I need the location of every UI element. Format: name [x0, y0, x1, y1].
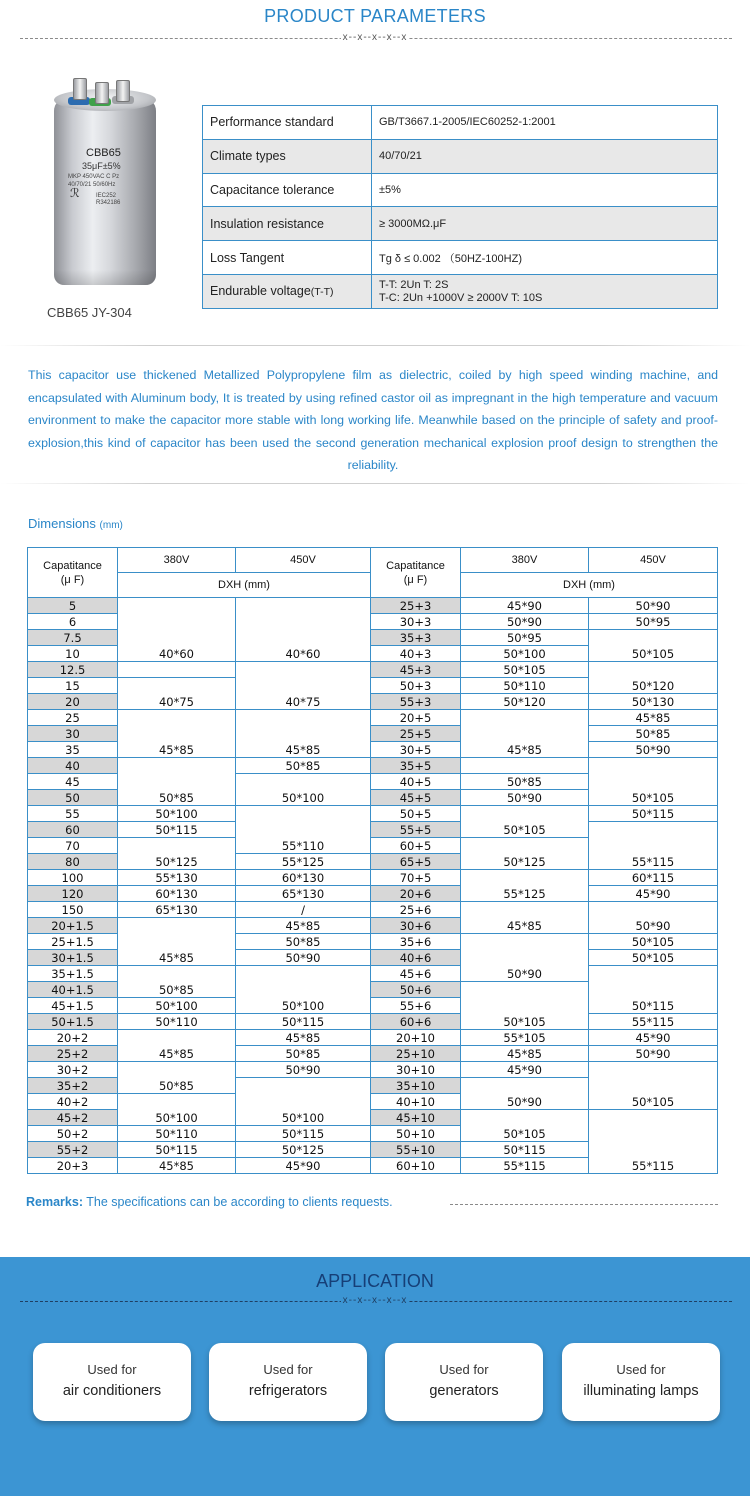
capacitance-cell: 50+1.5 — [28, 1014, 118, 1030]
remarks-label: Remarks: — [26, 1195, 83, 1209]
capacitance-cell: 80 — [28, 854, 118, 870]
dimension-cell: 60*130 — [236, 870, 371, 886]
capacitance-cell: 20+2 — [28, 1030, 118, 1046]
param-row — [203, 106, 718, 140]
capacitance-cell: 45+1.5 — [28, 998, 118, 1014]
param-key-text: Endurable voltage — [210, 284, 311, 299]
voltage-380-header: 380V — [118, 548, 236, 573]
capacitance-cell: 30+5 — [371, 742, 461, 758]
dims-row — [28, 966, 718, 982]
dims-row — [28, 662, 718, 678]
dimension-cell: 45*85 — [118, 1030, 236, 1062]
remarks-divider — [450, 1204, 718, 1205]
application-card-refrigerators — [209, 1343, 367, 1421]
capacitance-cell: 40+2 — [28, 1094, 118, 1110]
dimension-cell: 55*115 — [589, 822, 718, 870]
capacitance-cell: 55+5 — [371, 822, 461, 838]
capacitance-cell: 15 — [28, 678, 118, 694]
dims-header-row — [28, 548, 718, 573]
dimension-cell — [461, 758, 589, 774]
dimension-cell: 55*130 — [118, 870, 236, 886]
terminal-1 — [73, 78, 87, 100]
dims-row — [28, 886, 718, 902]
dimension-cell: 45*85 — [236, 710, 371, 758]
header-text: (μ F) — [60, 573, 85, 586]
capacitance-cell: 40+5 — [371, 774, 461, 790]
dimension-cell: 50*125 — [461, 838, 589, 870]
dimension-cell: 55*105 — [461, 1030, 589, 1046]
capacitance-cell: 50+10 — [371, 1126, 461, 1142]
capacitor-shade — [54, 270, 156, 285]
param-row — [203, 173, 718, 207]
application-card-generators — [385, 1343, 543, 1421]
dimension-cell: 50*110 — [118, 1014, 236, 1030]
card-line2: refrigerators — [248, 1383, 328, 1399]
capacitance-cell: 25+6 — [371, 902, 461, 918]
capacitance-cell: 30+6 — [371, 918, 461, 934]
param-row — [203, 139, 718, 173]
dimension-cell: 45*85 — [236, 918, 371, 934]
dimension-cell: / — [236, 902, 371, 918]
dimension-cell: 50*105 — [461, 1110, 589, 1142]
dimension-cell: 50*85 — [236, 758, 371, 774]
dimension-cell: 45*85 — [461, 710, 589, 758]
capacitor-capacity-label: 35μF±5% — [82, 161, 121, 171]
capacitance-cell: 20 — [28, 694, 118, 710]
capacitance-cell: 55+6 — [371, 998, 461, 1014]
dimension-cell: 55*115 — [589, 1014, 718, 1030]
capacitance-cell: 20+3 — [28, 1158, 118, 1174]
capacitance-cell: 35+10 — [371, 1078, 461, 1094]
voltage-380-header: 380V — [461, 548, 589, 573]
dimension-cell: 50*85 — [118, 966, 236, 998]
dimension-cell: 45*85 — [461, 902, 589, 934]
voltage-450-header: 450V — [589, 548, 718, 573]
dims-row — [28, 1062, 718, 1078]
capacitance-cell: 120 — [28, 886, 118, 902]
param-key — [203, 274, 372, 308]
param-key: Performance standard — [203, 106, 372, 140]
capacitance-cell: 50 — [28, 790, 118, 806]
dimension-cell: 50*115 — [118, 822, 236, 838]
dims-row — [28, 902, 718, 918]
param-value: ≥ 3000MΩ.μF — [372, 207, 718, 241]
terminal-3 — [116, 80, 130, 102]
dimension-cell — [118, 662, 236, 678]
dimension-cell: 50*105 — [589, 934, 718, 950]
capacitance-cell: 40 — [28, 758, 118, 774]
card-line1: Used for — [439, 1362, 489, 1377]
dimension-cell: 50*90 — [461, 1078, 589, 1110]
header-text: (μ F) — [403, 573, 428, 586]
capacitance-cell: 30+1.5 — [28, 950, 118, 966]
dimension-cell: 50*85 — [118, 758, 236, 806]
header-divider-marks: x--x--x--x--x — [342, 32, 408, 43]
capacitance-header — [28, 548, 118, 598]
dimension-cell: 50*120 — [461, 694, 589, 710]
remarks-text: The specifications can be according to clients requests. — [86, 1195, 393, 1209]
param-value-line: T-T: 2Un T: 2S — [379, 278, 449, 291]
capacitance-cell: 6 — [28, 614, 118, 630]
dimension-cell: 50*90 — [589, 742, 718, 758]
capacitance-cell: 60+10 — [371, 1158, 461, 1174]
dimension-cell: 50*115 — [118, 1142, 236, 1158]
dimension-cell: 40*75 — [236, 662, 371, 710]
capacitance-cell: 100 — [28, 870, 118, 886]
capacitance-cell: 7.5 — [28, 630, 118, 646]
capacitance-cell: 45+3 — [371, 662, 461, 678]
section-title-application: APPLICATION — [316, 1271, 434, 1291]
capacitance-cell: 25+1.5 — [28, 934, 118, 950]
capacitance-cell: 35+1.5 — [28, 966, 118, 982]
dimension-cell: 50*100 — [236, 1078, 371, 1126]
dimension-cell: 50*85 — [236, 1046, 371, 1062]
dimension-cell: 50*85 — [236, 934, 371, 950]
dimension-cell: 50*100 — [118, 1094, 236, 1126]
dimension-cell: 45*90 — [589, 886, 718, 902]
capacitance-cell: 60 — [28, 822, 118, 838]
dimension-cell: 50*90 — [461, 934, 589, 982]
dimension-cell: 45*85 — [118, 1158, 236, 1174]
dimension-cell: 50*95 — [461, 630, 589, 646]
dimensions-table — [27, 547, 718, 1174]
dimension-cell: 45*90 — [461, 598, 589, 614]
dimension-cell: 50*90 — [589, 902, 718, 934]
param-key: Capacitance tolerance — [203, 173, 372, 207]
dimension-cell: 40*75 — [118, 678, 236, 710]
dimension-cell: 50*105 — [461, 662, 589, 678]
param-value: 40/70/21 — [372, 139, 718, 173]
dimension-cell: 50*120 — [589, 662, 718, 694]
card-line2: illuminating lamps — [583, 1383, 699, 1399]
param-value — [372, 274, 718, 308]
dimension-cell: 50*85 — [461, 774, 589, 790]
capacitance-cell: 55+3 — [371, 694, 461, 710]
capacitance-cell: 25+3 — [371, 598, 461, 614]
capacitance-cell: 35+2 — [28, 1078, 118, 1094]
dimension-cell: 50*100 — [236, 966, 371, 1014]
section-divider — [0, 483, 750, 484]
section-title-product-parameters: PRODUCT PARAMETERS — [264, 6, 486, 26]
dimension-cell: 45*90 — [236, 1158, 371, 1174]
dxh-header: DXH (mm) — [118, 573, 371, 598]
capacitance-cell: 65+5 — [371, 854, 461, 870]
dims-row — [28, 806, 718, 822]
capacitance-cell: 50+2 — [28, 1126, 118, 1142]
capacitance-cell: 55+2 — [28, 1142, 118, 1158]
dimension-cell: 50*90 — [589, 598, 718, 614]
capacitance-cell: 25+5 — [371, 726, 461, 742]
dimension-cell: 55*115 — [461, 1158, 589, 1174]
ul-mark-icon: ℛ — [70, 186, 80, 200]
dimension-cell: 50*105 — [461, 982, 589, 1030]
application-card-air-conditioners — [33, 1343, 191, 1421]
capacitance-cell: 30+2 — [28, 1062, 118, 1078]
capacitance-header — [371, 548, 461, 598]
param-value: Tg δ ≤ 0.002 （50HZ-100HZ) — [372, 241, 718, 275]
param-key: Climate types — [203, 139, 372, 173]
dimension-cell: 50*105 — [461, 806, 589, 838]
dimension-cell: 45*90 — [589, 1030, 718, 1046]
dimension-cell: 50*90 — [236, 1062, 371, 1078]
capacitance-cell: 30+10 — [371, 1062, 461, 1078]
dimension-cell: 50*115 — [589, 806, 718, 822]
dimension-cell: 50*100 — [236, 774, 371, 806]
dims-row — [28, 758, 718, 774]
capacitance-cell: 45 — [28, 774, 118, 790]
dimension-cell: 50*115 — [236, 1014, 371, 1030]
dims-row — [28, 822, 718, 838]
dims-row — [28, 710, 718, 726]
dimension-cell: 50*130 — [589, 694, 718, 710]
capacitance-cell: 25+10 — [371, 1046, 461, 1062]
param-row — [203, 207, 718, 241]
dimension-cell: 45*90 — [461, 1062, 589, 1078]
capacitance-cell: 50+5 — [371, 806, 461, 822]
capacitance-cell: 12.5 — [28, 662, 118, 678]
card-line2: air conditioners — [62, 1383, 162, 1399]
voltage-450-header: 450V — [236, 548, 371, 573]
param-value-line: T-C: 2Un +1000V ≥ 2000V T: 10S — [379, 291, 543, 304]
card-line1: Used for — [616, 1362, 666, 1377]
dimension-cell: 50*115 — [461, 1142, 589, 1158]
capacitance-cell: 30+3 — [371, 614, 461, 630]
capacitance-cell: 150 — [28, 902, 118, 918]
capacitance-cell: 40+3 — [371, 646, 461, 662]
capacitance-cell: 20+1.5 — [28, 918, 118, 934]
capacitance-cell: 45+10 — [371, 1110, 461, 1126]
card-line1: Used for — [263, 1362, 313, 1377]
dimension-cell: 60*130 — [118, 886, 236, 902]
dimension-cell: 50*125 — [236, 1142, 371, 1158]
card-line2: generators — [429, 1383, 499, 1399]
capacitance-cell: 35 — [28, 742, 118, 758]
dims-row — [28, 1014, 718, 1030]
dimension-cell: 50*105 — [589, 758, 718, 806]
dimension-cell: 45*85 — [118, 918, 236, 966]
dimension-cell: 50*110 — [118, 1126, 236, 1142]
capacitance-cell: 5 — [28, 598, 118, 614]
capacitance-cell: 60+6 — [371, 1014, 461, 1030]
capacitance-cell: 10 — [28, 646, 118, 662]
dimension-cell: 65*130 — [118, 902, 236, 918]
dimension-cell: 65*130 — [236, 886, 371, 902]
capacitance-cell: 35+6 — [371, 934, 461, 950]
dimension-cell: 45*85 — [236, 1030, 371, 1046]
capacitor-spec-line: IEC252 — [96, 193, 117, 199]
dimensions-title — [28, 516, 123, 531]
dimension-cell: 50*115 — [589, 966, 718, 1014]
dimension-cell: 50*100 — [118, 806, 236, 822]
capacitance-cell: 55 — [28, 806, 118, 822]
dimension-cell: 45*85 — [461, 1046, 589, 1062]
capacitor-model-label: CBB65 — [86, 147, 121, 159]
dims-row — [28, 598, 718, 614]
header-text: Capatitance — [43, 559, 102, 572]
capacitance-cell: 40+1.5 — [28, 982, 118, 998]
dimension-cell: 50*85 — [589, 726, 718, 742]
product-description: This capacitor use thickened Metallized Polypropylene film as dielectric, coiled by high speed winding machine, and encapsulated with Aluminum body, It is treated by using refined castor oil as impregnant in the high temperature and vacuum environment to make the capacitor more stable with long working life. Meanwhile based on the principle of safety and proof-explosion,this kind of capacitor has been used the second generation mechanical explosion proof design to strengthen the reliability. — [28, 368, 718, 472]
capacitance-cell: 35+5 — [371, 758, 461, 774]
dimension-cell: 40*60 — [118, 598, 236, 662]
capacitance-cell: 20+5 — [371, 710, 461, 726]
dimension-cell: 55*115 — [589, 1110, 718, 1174]
parameters-table — [202, 105, 718, 309]
param-value: GB/T3667.1-2005/IEC60252-1:2001 — [372, 106, 718, 140]
capacitance-cell: 70 — [28, 838, 118, 854]
card-line1: Used for — [87, 1362, 137, 1377]
capacitance-cell: 70+5 — [371, 870, 461, 886]
dimension-cell: 50*105 — [589, 630, 718, 662]
capacitance-cell: 20+10 — [371, 1030, 461, 1046]
capacitance-cell: 35+3 — [371, 630, 461, 646]
dims-row — [28, 870, 718, 886]
capacitance-cell: 40+10 — [371, 1094, 461, 1110]
capacitance-cell: 45+6 — [371, 966, 461, 982]
dimension-cell: 50*100 — [461, 646, 589, 662]
dimension-cell: 50*90 — [589, 1046, 718, 1062]
dimension-cell: 50*85 — [118, 1062, 236, 1094]
param-key: Insulation resistance — [203, 207, 372, 241]
dimension-cell: 45*85 — [118, 710, 236, 758]
dimension-cell: 50*90 — [236, 950, 371, 966]
dimension-cell: 50*95 — [589, 614, 718, 630]
dimension-cell: 55*110 — [236, 806, 371, 854]
capacitance-cell: 30 — [28, 726, 118, 742]
param-row — [203, 274, 718, 308]
capacitance-cell: 50+6 — [371, 982, 461, 998]
dxh-header: DXH (mm) — [461, 573, 718, 598]
param-key: Loss Tangent — [203, 241, 372, 275]
section-divider — [0, 345, 750, 346]
capacitance-cell: 60+5 — [371, 838, 461, 854]
dimension-cell: 40*60 — [236, 598, 371, 662]
dimension-cell: 50*90 — [461, 614, 589, 630]
header-text: Capatitance — [386, 559, 445, 572]
dimension-cell: 50*110 — [461, 678, 589, 694]
capacitance-cell: 40+6 — [371, 950, 461, 966]
capacitance-cell: 45+5 — [371, 790, 461, 806]
capacitance-cell: 25 — [28, 710, 118, 726]
remarks — [26, 1195, 393, 1209]
param-key-suffix: (T-T) — [310, 286, 334, 299]
capacitance-cell: 25+2 — [28, 1046, 118, 1062]
dimension-cell: 50*100 — [118, 998, 236, 1014]
dimension-cell: 50*105 — [589, 1062, 718, 1110]
application-card-illuminating-lamps — [562, 1343, 720, 1421]
dimension-cell: 45*85 — [589, 710, 718, 726]
param-value: ±5% — [372, 173, 718, 207]
dimension-cell: 55*125 — [236, 854, 371, 870]
product-caption: CBB65 JY-304 — [47, 305, 132, 320]
capacitor-spec-line: MKP 450VAC C Pz — [68, 174, 120, 180]
capacitance-cell: 55+10 — [371, 1142, 461, 1158]
capacitor-spec-line: 40/70/21 50/60Hz — [68, 182, 116, 188]
dimensions-title-text: Dimensions — [28, 516, 96, 531]
dimension-cell: 50*125 — [118, 838, 236, 870]
dimension-cell: 50*90 — [461, 790, 589, 806]
dimension-cell: 50*105 — [589, 950, 718, 966]
capacitor-spec-line: R342186 — [96, 200, 121, 206]
capacitance-cell: 45+2 — [28, 1110, 118, 1126]
capacitance-cell: 50+3 — [371, 678, 461, 694]
terminal-2 — [95, 82, 109, 104]
dimension-cell: 60*115 — [589, 870, 718, 886]
capacitance-cell: 20+6 — [371, 886, 461, 902]
dimensions-unit: (mm) — [99, 520, 123, 531]
param-row — [203, 241, 718, 275]
dimension-cell: 55*125 — [461, 870, 589, 902]
dims-row — [28, 1030, 718, 1046]
application-divider-marks: x--x--x--x--x — [342, 1295, 408, 1306]
dimension-cell: 50*115 — [236, 1126, 371, 1142]
